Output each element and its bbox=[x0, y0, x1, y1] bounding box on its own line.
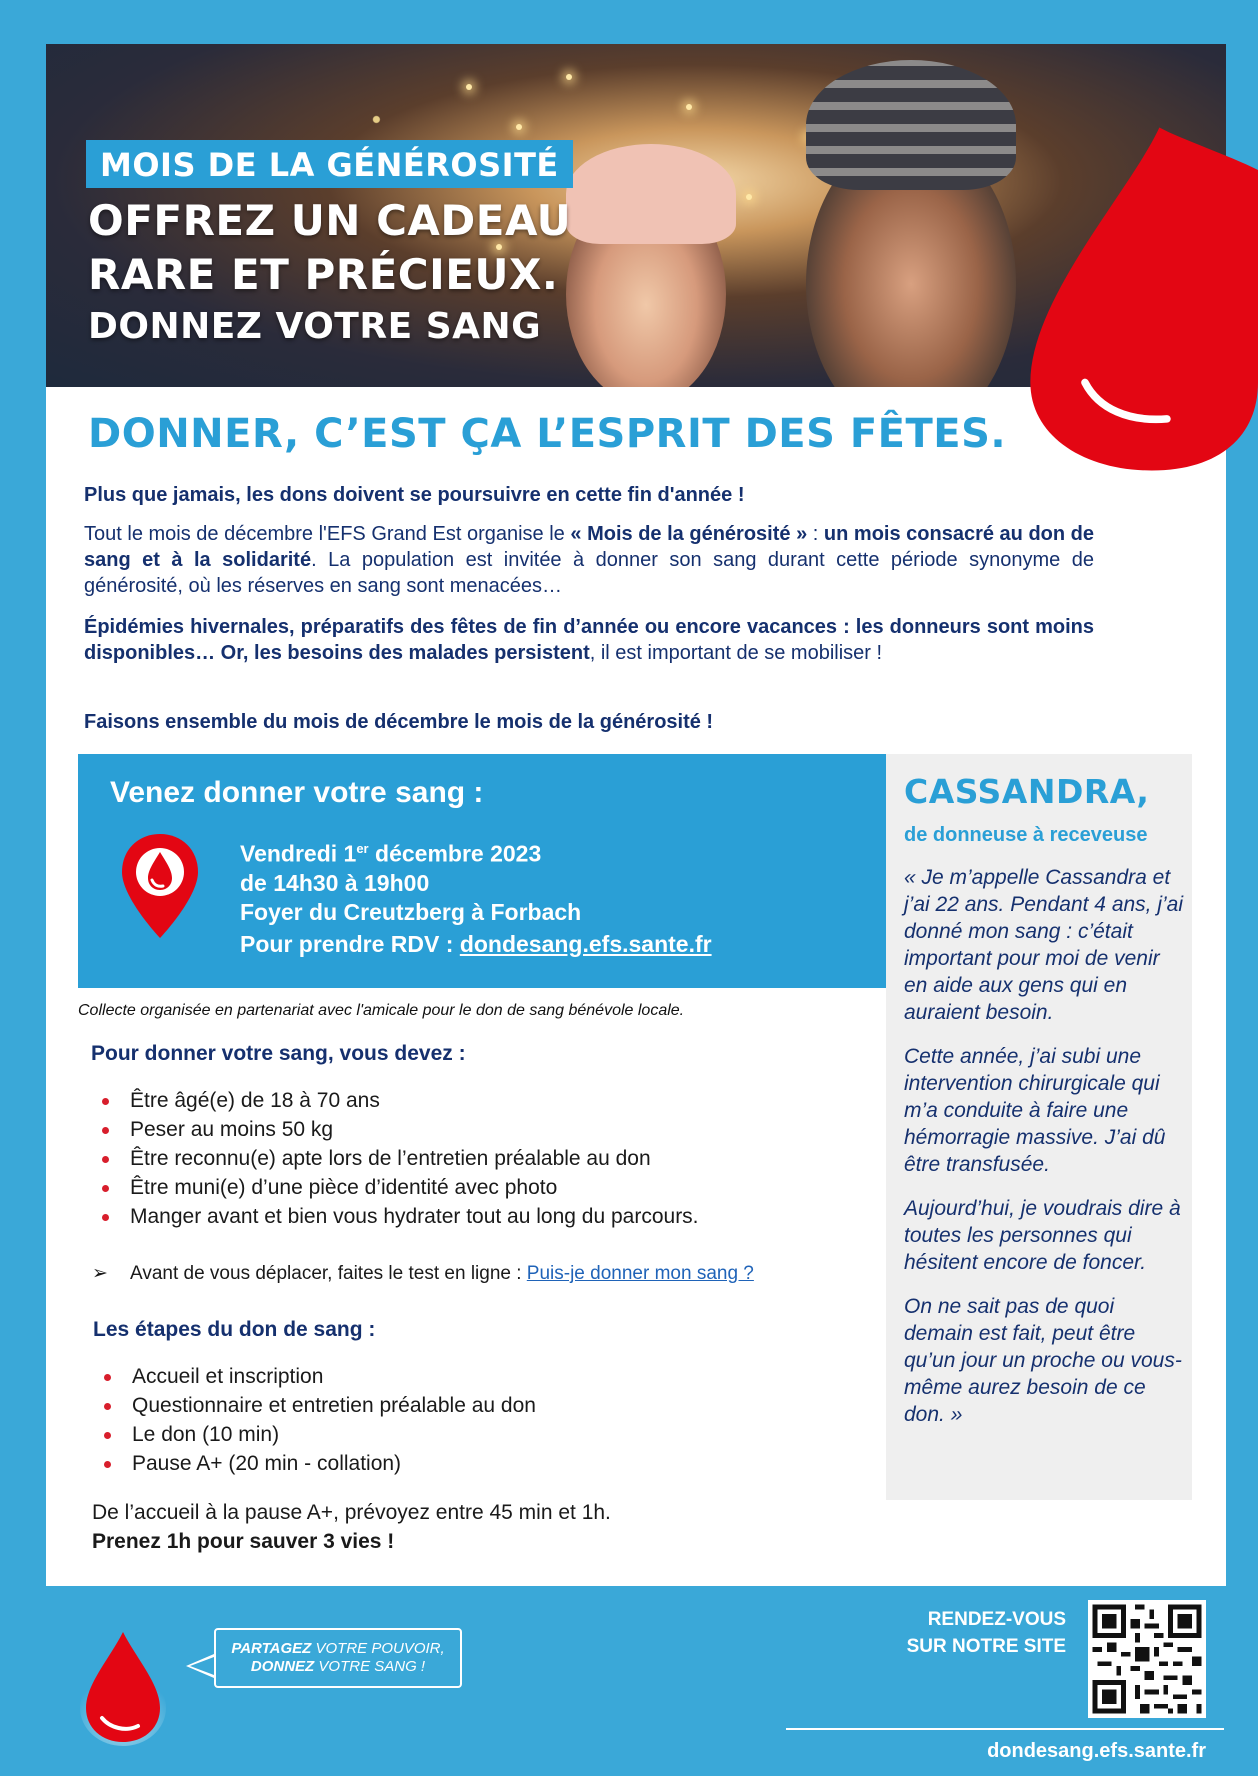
intro-p1-bold: un mois consacré au don de sang et à la solidarité bbox=[84, 523, 1095, 571]
slogan-text: VOTRE SANG ! bbox=[314, 1658, 426, 1675]
list-item-text: Questionnaire et entretien préalable au don bbox=[132, 1394, 536, 1417]
list-item bbox=[94, 1362, 536, 1391]
list-item bbox=[92, 1115, 699, 1144]
cta-line2: SUR NOTRE SITE bbox=[906, 1636, 1066, 1657]
quote-paragraph: « Je m’appelle Cassandra et j’ai 22 ans. Pendant 4 ans, j’ai donné mon sang : c’était important pour moi de venir en aide aux gens qui en auraient besoin. bbox=[904, 866, 1184, 1024]
bullet-dot bbox=[102, 1185, 109, 1192]
list-item bbox=[94, 1391, 536, 1420]
footer-divider bbox=[786, 1728, 1224, 1730]
list-item-text: Le don (10 min) bbox=[132, 1423, 280, 1446]
intro-p2-text: , il est important de se mobiliser ! bbox=[589, 642, 883, 664]
intro-paragraph-2 bbox=[84, 614, 1094, 666]
testimonial-box bbox=[886, 754, 1192, 1500]
online-test-line bbox=[92, 1262, 754, 1285]
list-item-text: Accueil et inscription bbox=[132, 1365, 324, 1388]
testimonial-name: CASSANDRA, bbox=[904, 772, 1150, 811]
rdv-label: Pour prendre RDV : bbox=[240, 930, 460, 957]
list-item bbox=[92, 1144, 699, 1173]
slogan-line2 bbox=[216, 1658, 460, 1676]
slogan-bold: DONNEZ bbox=[250, 1658, 315, 1675]
list-item bbox=[92, 1173, 699, 1202]
decor-light bbox=[686, 104, 692, 110]
event-time: de 14h30 à 19h00 bbox=[240, 869, 430, 896]
steps-list bbox=[94, 1362, 536, 1478]
slogan-tail bbox=[190, 1657, 214, 1675]
bullet-dot bbox=[104, 1403, 111, 1410]
intro-p2-bold: Épidémies hivernales, préparatifs des fêtes de fin d’année ou encore vacances : les donneurs sont moins disponibles… Or, les besoins des malades persistent bbox=[84, 616, 1094, 664]
closing-text bbox=[92, 1498, 611, 1556]
slogan-text: VOTRE POUVOIR, bbox=[311, 1640, 445, 1657]
intro-lead-text: Plus que jamais, les dons doivent se poursuivre en cette fin d'année ! bbox=[84, 484, 745, 506]
slogan-bold: PARTAGEZ bbox=[231, 1640, 312, 1657]
decor-light bbox=[466, 84, 472, 90]
hero-title-line1: OFFREZ UN CADEAU bbox=[88, 196, 572, 245]
woman-hat bbox=[566, 144, 736, 244]
footer-blood-drop-icon bbox=[80, 1628, 166, 1746]
decor-light bbox=[746, 194, 752, 200]
list-item-text: Être reconnu(e) apte lors de l’entretien préalable au don bbox=[130, 1147, 651, 1170]
list-item-text: Manger avant et bien vous hydrater tout au long du parcours. bbox=[130, 1205, 699, 1228]
blood-drop-icon bbox=[1000, 84, 1258, 514]
event-rdv bbox=[240, 930, 712, 959]
donation-event-title: Venez donner votre sang : bbox=[110, 776, 484, 809]
footer-website-link[interactable]: dondesang.efs.sante.fr bbox=[987, 1740, 1206, 1762]
steps-title: Les étapes du don de sang : bbox=[93, 1318, 376, 1341]
event-place: Foyer du Creutzberg à Forbach bbox=[240, 898, 582, 925]
list-item bbox=[94, 1449, 536, 1478]
bullet-dot bbox=[104, 1461, 111, 1468]
intro-paragraph-3 bbox=[84, 709, 1094, 735]
bullet-dot bbox=[104, 1432, 111, 1439]
list-item-text: Être âgé(e) de 18 à 70 ans bbox=[130, 1089, 380, 1112]
bullet-dot bbox=[102, 1098, 109, 1105]
decor-light bbox=[566, 74, 572, 80]
page-headline: DONNER, C’EST ÇA L’ESPRIT DES FÊTES. bbox=[88, 411, 1007, 457]
quote-paragraph: Aujourd’hui, je voudrais dire à toutes les personnes qui hésitent encore de foncer. bbox=[904, 1197, 1181, 1274]
qr-code-icon[interactable] bbox=[1088, 1600, 1206, 1718]
intro-p1-bold: « Mois de la générosité » bbox=[570, 523, 808, 545]
requirements-title: Pour donner votre sang, vous devez : bbox=[91, 1042, 466, 1065]
list-item-text: Peser au moins 50 kg bbox=[130, 1118, 334, 1141]
location-pin-icon bbox=[118, 832, 202, 940]
hero-title-line2: RARE ET PRÉCIEUX. bbox=[88, 250, 559, 299]
intro-p1-text: : bbox=[807, 523, 824, 545]
bullet-dot bbox=[104, 1374, 111, 1381]
event-date-suffix: er bbox=[356, 841, 369, 856]
website-cta bbox=[870, 1606, 1066, 1660]
man-hat bbox=[806, 60, 1016, 190]
hero-badge: MOIS DE LA GÉNÉROSITÉ bbox=[86, 140, 573, 188]
requirements-list bbox=[92, 1086, 699, 1231]
slogan-bubble bbox=[214, 1628, 462, 1688]
intro-p1-text: . La population est invitée à donner son sang durant cette période synonyme de générosité, où les réserves en sang sont menacées… bbox=[84, 549, 1094, 597]
rdv-link[interactable]: dondesang.efs.sante.fr bbox=[459, 930, 712, 957]
bullet-dot bbox=[102, 1156, 109, 1163]
testimonial-subtitle: de donneuse à receveuse bbox=[904, 824, 1148, 846]
donation-event-details bbox=[240, 834, 712, 959]
slogan-line1 bbox=[216, 1640, 460, 1658]
intro-paragraph-1 bbox=[84, 521, 1094, 599]
bullet-dot bbox=[102, 1214, 109, 1221]
intro-lead bbox=[84, 482, 1094, 508]
event-date bbox=[240, 834, 712, 869]
closing-line2: Prenez 1h pour sauver 3 vies ! bbox=[92, 1530, 395, 1553]
list-item-text: Pause A+ (20 min - collation) bbox=[132, 1452, 402, 1475]
intro-p3-text: Faisons ensemble du mois de décembre le mois de la générosité ! bbox=[84, 711, 714, 733]
list-item bbox=[94, 1420, 536, 1449]
closing-line1: De l’accueil à la pause A+, prévoyez entre 45 min et 1h. bbox=[92, 1501, 611, 1524]
list-item bbox=[92, 1202, 699, 1231]
intro-p1-text: Tout le mois de décembre l'EFS Grand Est organise le bbox=[84, 523, 571, 545]
online-test-text: Avant de vous déplacer, faites le test en ligne : bbox=[130, 1263, 527, 1284]
quote-paragraph: On ne sait pas de quoi demain est fait, peut être qu’un jour un proche ou vous-même aurez besoin de ce don. » bbox=[904, 1295, 1182, 1426]
arrow-icon: ➢ bbox=[92, 1263, 108, 1284]
donation-event-box bbox=[78, 754, 886, 988]
partnership-note: Collecte organisée en partenariat avec l'amicale pour le don de sang bénévole locale. bbox=[78, 1002, 685, 1019]
event-date-month: décembre 2023 bbox=[368, 840, 542, 867]
testimonial-quote bbox=[904, 864, 1184, 1445]
online-test-link[interactable]: Puis-je donner mon sang ? bbox=[526, 1263, 754, 1284]
cta-line1: RENDEZ-VOUS bbox=[927, 1609, 1066, 1630]
quote-paragraph: Cette année, j’ai subi une intervention chirurgicale qui m’a conduite à faire une hémorragie massive. J’ai dû être transfusée. bbox=[904, 1045, 1166, 1176]
decor-light bbox=[516, 124, 522, 130]
hero-title-line3: DONNEZ VOTRE SANG bbox=[88, 306, 542, 347]
list-item-text: Être muni(e) d’une pièce d’identité avec photo bbox=[130, 1176, 558, 1199]
list-item bbox=[92, 1086, 699, 1115]
bullet-dot bbox=[102, 1127, 109, 1134]
event-date-day: Vendredi 1 bbox=[240, 840, 357, 867]
